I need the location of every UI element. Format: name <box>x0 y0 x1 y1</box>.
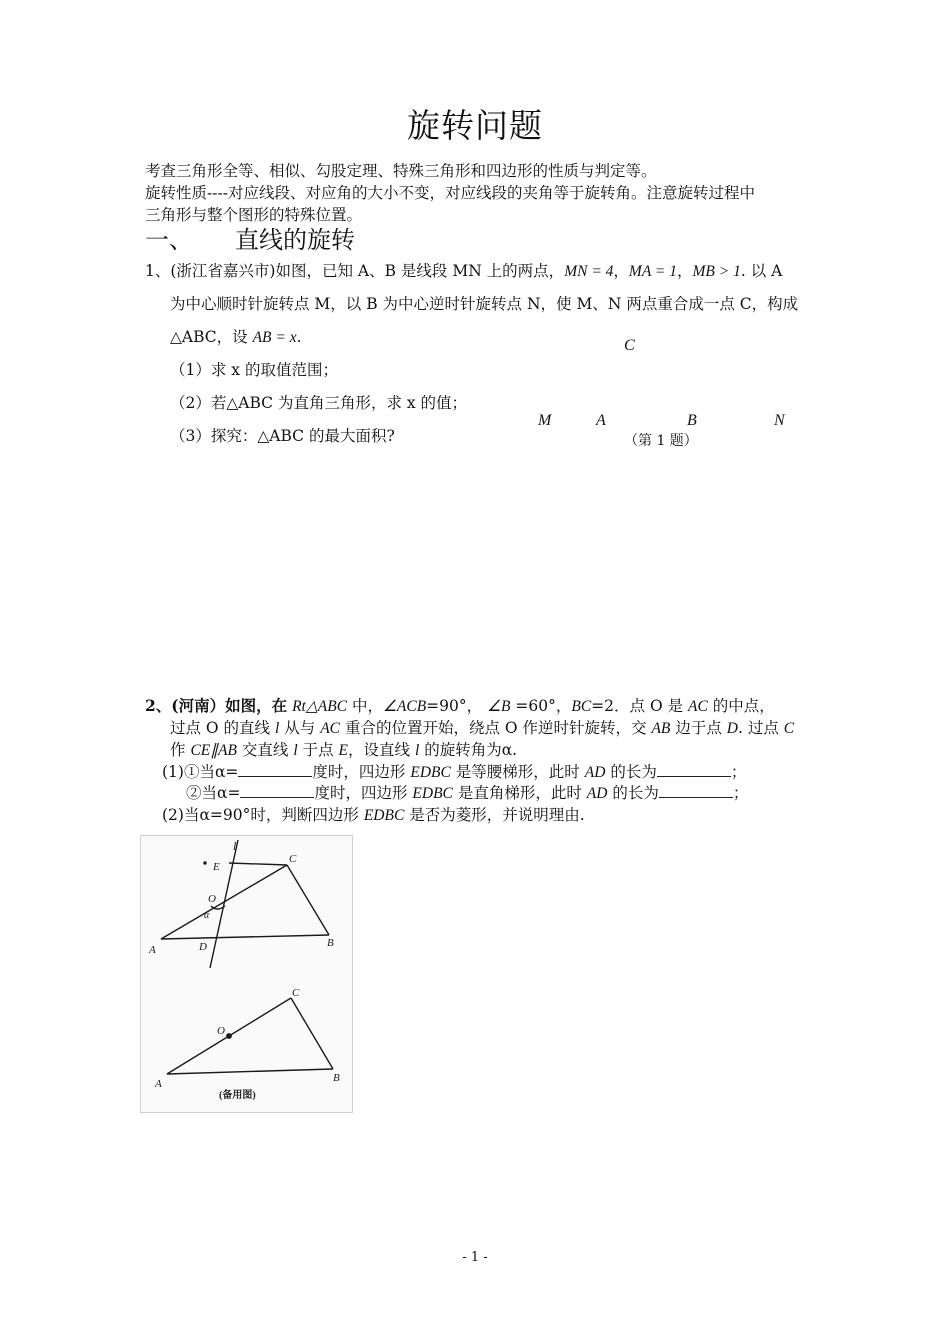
q2-math: EDBC <box>410 764 451 781</box>
q2-text: 重合的位置开始，绕点 O 作逆时针旋转，交 <box>344 719 647 737</box>
fig1-label-o: O <box>208 893 216 905</box>
fig2-label-c: C <box>292 987 300 999</box>
q2-math: AC <box>320 720 341 737</box>
fig1-side-bc <box>287 865 329 935</box>
q2-text: 于点 <box>302 741 334 759</box>
q2-text: 的长为 <box>612 784 659 802</box>
q2-math: ∠B <box>487 698 511 715</box>
q2-text: 是否为菱形，并说明理由. <box>409 806 585 824</box>
q2-text: 度时，四边形 <box>314 784 408 802</box>
q2-blank-angle-2[interactable] <box>240 783 314 798</box>
q2-math: E <box>338 742 349 759</box>
fig1-label-b: B <box>327 937 334 949</box>
q2-math: l <box>414 742 420 759</box>
page-number: - 1 - <box>462 1250 488 1265</box>
fig1-label-c: C <box>289 853 297 865</box>
intro-line-2: 旋转性质----对应线段、对应角的大小不变，对应线段的夹角等于旋转角。注意旋转过程中 <box>145 184 755 202</box>
q1-line-1: 1、(浙江省嘉兴市)如图，已知 A、B 是线段 MN 上的两点，MN = 4，MA = 1，MB > 1. 以 A <box>145 262 783 280</box>
q2-math: CE∥AB <box>190 742 237 759</box>
q2-math: Rt△ABC <box>292 698 348 715</box>
q2-text: 是直角梯形，此时 <box>457 784 582 802</box>
q1-figure-caption: （第 1 题） <box>624 433 698 449</box>
q2-figure <box>140 835 353 1113</box>
q2-blank-angle-1[interactable] <box>238 762 312 777</box>
q1-text: 1、(浙江省嘉兴市)如图，已知 A、B 是线段 MN 上的两点， <box>145 262 565 280</box>
q2-math: AB <box>651 720 671 737</box>
q2-text: . 过点 <box>738 719 779 737</box>
q2-sub-3 <box>162 804 585 827</box>
fig2-side-ab <box>167 1069 333 1074</box>
q2-math: EDBC <box>412 785 453 802</box>
q1-ab-equals-x: AB = x <box>252 329 297 346</box>
fig1-label-l: l <box>233 839 237 853</box>
q2-text: ； <box>730 763 747 781</box>
q2-text: 边于点 <box>675 719 722 737</box>
fig1-dot <box>204 862 206 864</box>
q2-math: AD <box>586 785 608 802</box>
section-title: 直线的旋转 <box>235 226 355 254</box>
q2-figure-svg <box>141 836 352 1112</box>
fig1-side-ab <box>161 935 329 939</box>
q1-sub-1: （1）求 x 的取值范围； <box>170 361 338 379</box>
q2-line-1 <box>145 695 775 718</box>
q1-sub-2: （2）若△ABC 为直角三角形，求 x 的值； <box>170 394 468 412</box>
q1-text: △ABC，设 <box>170 328 248 346</box>
q2-text: 交直线 <box>241 741 289 759</box>
q2-text: =90°， <box>426 697 483 715</box>
q2-text: 从与 <box>284 719 316 737</box>
page-title: 旋转问题 <box>407 106 543 145</box>
q2-text: ； <box>732 784 749 802</box>
q1-line-3 <box>170 326 302 349</box>
q2-line-2 <box>170 717 794 740</box>
q2-text: (1)①当α= <box>162 763 239 781</box>
q2-text: ②当α= <box>186 784 241 802</box>
fig1-label-a: A <box>149 944 156 956</box>
section-number: 一、 <box>145 226 193 254</box>
fig1-segment-ce <box>229 863 287 865</box>
q2-math: EDBC <box>363 807 405 824</box>
q1-condition-mn: MN = 4 <box>564 263 614 280</box>
q2-text: 2、(河南）如图，在 <box>145 696 288 715</box>
q2-text: 的长为 <box>610 763 657 781</box>
q1-text: . 以 A <box>740 262 783 280</box>
q2-math: l <box>293 742 298 759</box>
q2-math: l <box>275 720 280 737</box>
q2-text: 度时，四边形 <box>312 763 406 781</box>
q2-text: (2)当α=90°时，判断四边形 <box>162 806 359 824</box>
q1-condition-mb: MB > 1 <box>692 263 741 280</box>
q1-fig-label-a: A <box>596 412 606 429</box>
q2-text: =2．点 O 是 <box>591 697 684 715</box>
fig2-label-b: B <box>333 1072 340 1084</box>
section-heading <box>145 220 355 255</box>
intro-line-1: 考查三角形全等、相似、勾股定理、特殊三角形和四边形的性质与判定等。 <box>145 162 657 180</box>
q2-blank-length-2[interactable] <box>659 783 733 798</box>
fig2-side-bc <box>291 998 333 1069</box>
q2-text: 的中点， <box>712 697 775 715</box>
q2-blank-length-1[interactable] <box>657 762 731 777</box>
q2-sub-2 <box>186 782 748 805</box>
fig1-label-alpha: α <box>204 910 210 921</box>
q2-text: 的旋转角为α. <box>424 741 518 759</box>
intro-line-3: 三角形与整个图形的特殊位置。 <box>145 206 363 224</box>
q2-math: D <box>726 720 738 737</box>
q2-sub-1 <box>162 761 746 784</box>
q1-fig-label-m: M <box>538 412 552 429</box>
q1-fig-label-n: N <box>774 412 785 429</box>
q2-text: 中， <box>351 697 383 715</box>
q2-text: =60°， <box>515 697 572 715</box>
fig2-label-a: A <box>155 1078 162 1090</box>
q2-math: C <box>783 720 795 737</box>
q2-text: 作 <box>170 741 186 759</box>
fig2-point-o <box>227 1034 231 1038</box>
q1-line-2: 为中心顺时针旋转点 M，以 B 为中心逆时针旋转点 N，使 M、N 两点重合成一点 C，构成 <box>170 295 799 313</box>
fig2-caption: (备用图) <box>219 1090 256 1101</box>
q1-fig-label-b: B <box>687 412 697 429</box>
fig1-label-d: D <box>199 941 207 953</box>
fig1-label-e: E <box>213 861 220 873</box>
q2-text: 是等腰梯形，此时 <box>455 763 580 781</box>
q1-fig-label-c: C <box>624 337 635 354</box>
q2-math: BC <box>571 698 592 715</box>
q2-math: AC <box>688 698 708 715</box>
q1-condition-ma: MA = 1 <box>628 263 677 280</box>
q2-line-3 <box>170 739 517 762</box>
q2-text: ，设直线 <box>348 741 411 759</box>
q1-sub-3: （3）探究：△ABC 的最大面积? <box>170 427 395 445</box>
fig2-label-o: O <box>217 1025 225 1037</box>
q2-math: ∠ACB <box>383 698 427 715</box>
q1-text: . <box>296 328 302 346</box>
q2-math: AD <box>584 764 606 781</box>
q2-text: 过点 O 的直线 <box>170 719 271 737</box>
